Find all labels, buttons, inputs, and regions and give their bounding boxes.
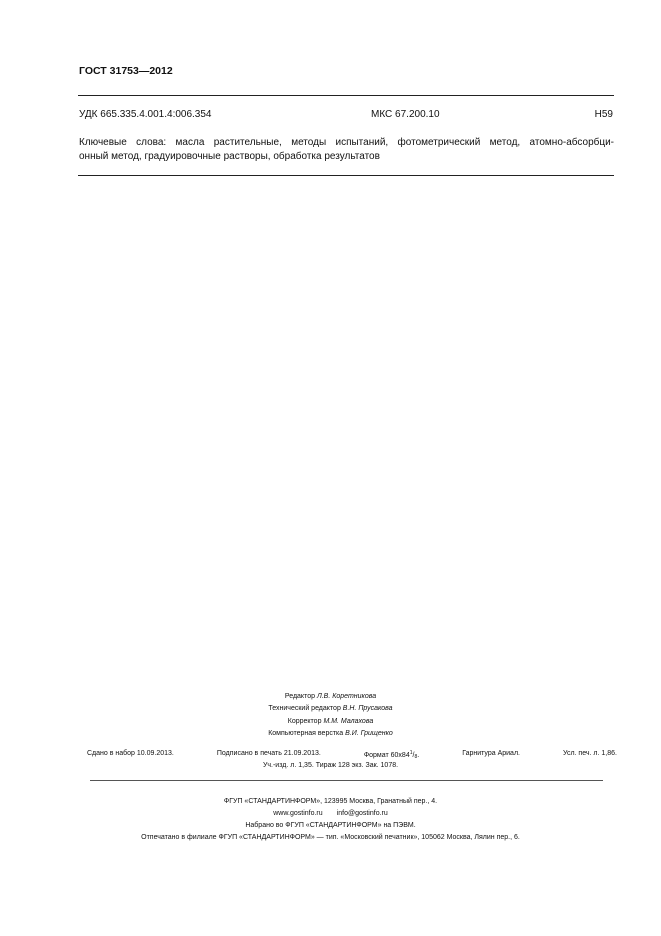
credit-corrector-role: Корректор (287, 717, 322, 725)
credit-corrector (0, 716, 661, 728)
credit-tech-editor (0, 703, 661, 715)
keywords-block (79, 136, 614, 163)
top-divider (78, 95, 614, 96)
standard-number: ГОСТ 31753—2012 (79, 65, 173, 77)
print-sheets: Усл. печ. л. 1,86. (562, 750, 617, 757)
imprint-divider (90, 780, 603, 781)
credit-tech-editor-role: Технический редактор (268, 705, 341, 713)
udk-code: УДК 665.335.4.001.4:006.354 (79, 109, 212, 120)
credit-editor-role: Редактор (284, 693, 315, 700)
credits-block (0, 691, 661, 740)
publisher-website[interactable]: www.gostinfo.ru (273, 810, 323, 817)
signed-date: Подписано в печать 21.09.2013. (216, 750, 321, 757)
typeset-note: Набрано во ФГУП «СТАНДАРТИНФОРМ» на ПЭВМ. (245, 822, 416, 829)
credit-corrector-name: М.М. Малахова (323, 717, 374, 725)
credit-layout (0, 728, 661, 740)
publisher-address: ФГУП «СТАНДАРТИНФОРМ», 123995 Москва, Гранатный пер., 4. (223, 798, 438, 805)
publisher-contacts (0, 808, 661, 820)
printed-note: Отпечатано в филиале ФГУП «СТАНДАРТИНФОРМ» — тип. «Московский печатник», 105062 Москва, Лялин пер., 6. (141, 834, 520, 841)
printing-details-row-2: Уч.-изд. л. 1,35. Тираж 128 экз. Зак. 1078. (262, 762, 399, 769)
typeface: Гарнитура Ариал. (462, 750, 520, 757)
credit-tech-editor-name: В.Н. Прусакова (342, 705, 393, 713)
classification-code: Н59 (594, 109, 613, 120)
paper-format: Формат $60х84^1/_8$. (363, 750, 420, 760)
mks-code: МКС 67.200.10 (371, 109, 440, 120)
credit-editor-name: Л.В. Коретникова (316, 693, 377, 700)
credit-layout-role: Компьютерная верстка (268, 729, 344, 737)
publisher-email[interactable]: info@gostinfo.ru (336, 810, 388, 817)
credit-editor (0, 691, 661, 703)
printing-details-row (87, 750, 617, 760)
submitted-date: Сдано в набор 10.09.2013. (87, 750, 174, 757)
keywords-line-1: Ключевые слова: масла растительные, методы испытаний, фотометрический метод, атомно-абсорбци- (79, 137, 614, 148)
publisher-block (0, 796, 661, 844)
keywords-divider (78, 175, 614, 176)
keywords-line-2: онный метод, градуировочные растворы, обработка результатов (79, 150, 380, 162)
credit-layout-name: В.И. Грищенко (345, 729, 393, 737)
